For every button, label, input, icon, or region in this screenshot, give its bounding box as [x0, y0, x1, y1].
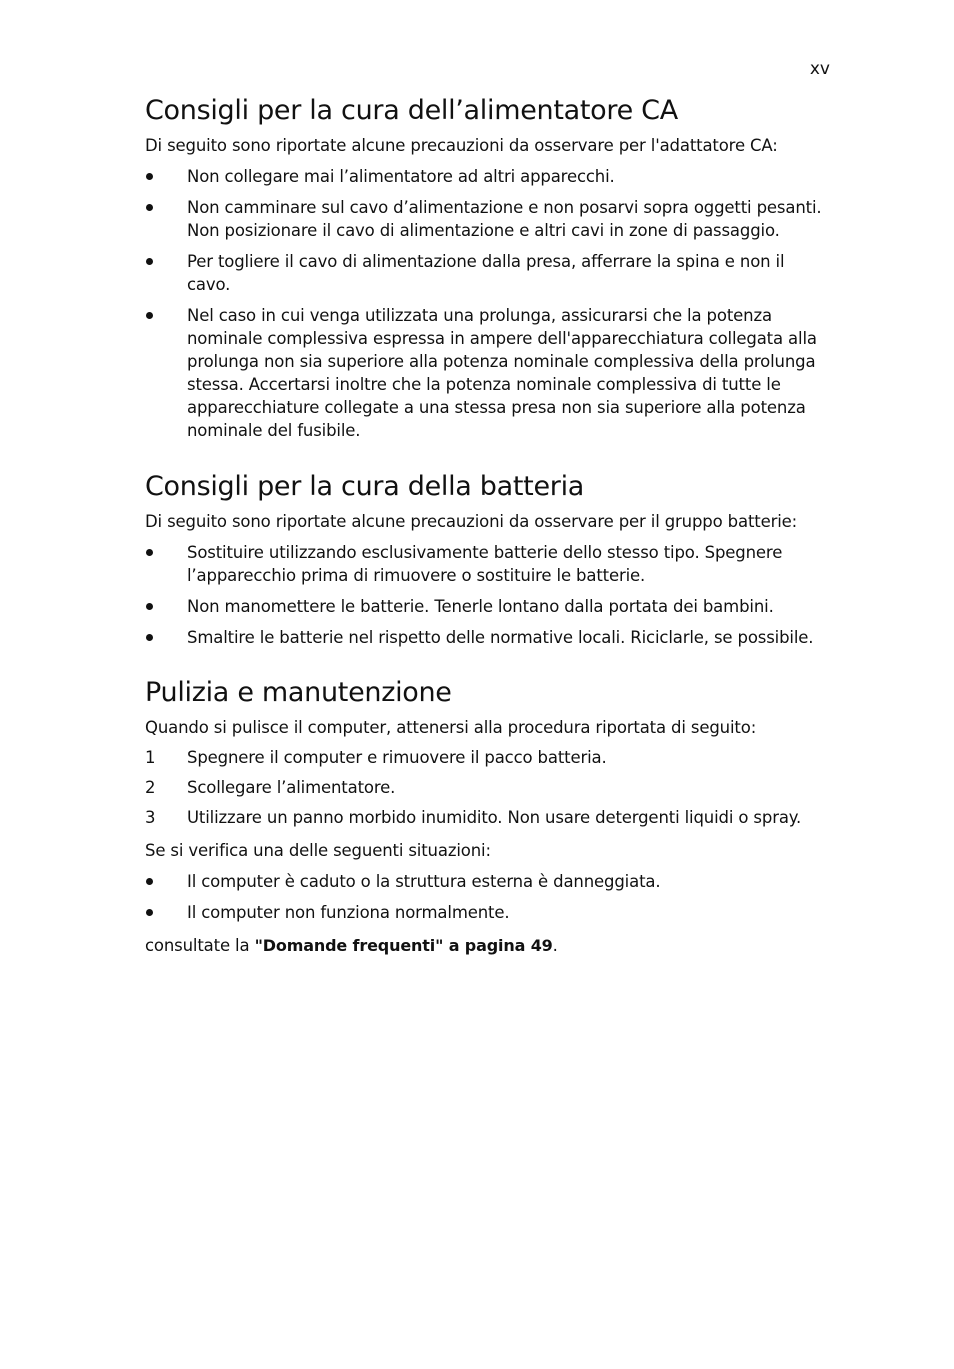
bullet-icon — [145, 870, 165, 885]
section-title: Consigli per la cura della batteria — [145, 471, 585, 502]
list-item-text: Per togliere il cavo di alimentazione dalla presa, afferrare la spina e non il cavo. — [187, 252, 785, 294]
list-item — [145, 776, 830, 799]
list-item — [145, 626, 830, 649]
list-item-text: Spegnere il computer e rimuovere il pacco batteria. — [187, 748, 607, 767]
numbered-list — [145, 746, 830, 829]
list-item — [145, 196, 830, 242]
bullet-icon — [145, 250, 165, 265]
list-item — [145, 304, 830, 442]
list-item — [145, 806, 830, 829]
section-intro: Quando si pulisce il computer, attenersi alla procedura riportata di seguito: — [145, 718, 757, 737]
section-ac-adapter-care — [145, 94, 830, 442]
bullet-list — [145, 870, 830, 924]
section-intro: Di seguito sono riportate alcune precauzioni da osservare per l'adattatore CA: — [145, 136, 778, 155]
step-number: 2 — [145, 778, 156, 797]
cross-reference-link[interactable]: "Domande frequenti" a pagina 49 — [254, 936, 553, 955]
list-item-text: Non manomettere le batterie. Tenerle lontano dalla portata dei bambini. — [187, 597, 774, 616]
bullet-icon — [145, 595, 165, 610]
bullet-icon — [145, 626, 165, 641]
situations-intro: Se si verifica una delle seguenti situazioni: — [145, 841, 491, 860]
step-number: 3 — [145, 808, 156, 827]
closing-prefix: consultate la — [145, 936, 255, 955]
list-item — [145, 901, 830, 924]
bullet-list — [145, 541, 830, 649]
section-title: Pulizia e manutenzione — [145, 677, 452, 708]
list-item-text: Non collegare mai l’alimentatore ad altri apparecchi. — [187, 167, 615, 186]
section-intro: Di seguito sono riportate alcune precauzioni da osservare per il gruppo batterie: — [145, 512, 798, 531]
step-number: 1 — [145, 748, 156, 767]
page-content — [145, 94, 830, 957]
closing-paragraph — [145, 934, 830, 957]
list-item — [145, 165, 830, 188]
list-item-text: Nel caso in cui venga utilizzata una prolunga, assicurarsi che la potenza nominale complessiva espressa in ampere dell'apparecchiatura collegata alla prolunga non sia superiore alla potenza nominale complessiva della prolunga stessa. Accertarsi inoltre che la potenza nominale complessiva di tutte le apparecchiature collegate a una stessa presa non sia superiore alla potenza nominale del fusibile. — [187, 306, 817, 440]
closing-suffix: . — [552, 936, 558, 955]
page-number: xv — [809, 59, 830, 79]
list-item-text: Sostituire utilizzando esclusivamente batterie dello stesso tipo. Spegnere l’apparecchio prima di rimuovere o sostituire le batterie. — [187, 543, 783, 585]
list-item-text: Il computer non funziona normalmente. — [187, 903, 510, 922]
section-cleaning-maintenance — [145, 676, 830, 957]
list-item-text: Smaltire le batterie nel rispetto delle normative locali. Riciclarle, se possibile. — [187, 628, 814, 647]
bullet-icon — [145, 304, 165, 319]
list-item — [145, 595, 830, 618]
bullet-icon — [145, 165, 165, 180]
bullet-icon — [145, 541, 165, 556]
list-item-text: Utilizzare un panno morbido inumidito. Non usare detergenti liquidi o spray. — [187, 808, 802, 827]
bullet-icon — [145, 901, 165, 916]
list-item — [145, 541, 830, 587]
list-item-text: Il computer è caduto o la struttura esterna è danneggiata. — [187, 872, 661, 891]
list-item — [145, 250, 830, 296]
section-battery-care — [145, 470, 830, 649]
list-item-text: Scollegare l’alimentatore. — [187, 778, 396, 797]
bullet-icon — [145, 196, 165, 211]
list-item — [145, 746, 830, 769]
section-title: Consigli per la cura dell’alimentatore CA — [145, 95, 678, 126]
list-item — [145, 870, 830, 893]
bullet-list — [145, 165, 830, 442]
list-item-text: Non camminare sul cavo d’alimentazione e non posarvi sopra oggetti pesanti. Non posizionare il cavo di alimentazione e altri cavi in zone di passaggio. — [187, 198, 822, 240]
